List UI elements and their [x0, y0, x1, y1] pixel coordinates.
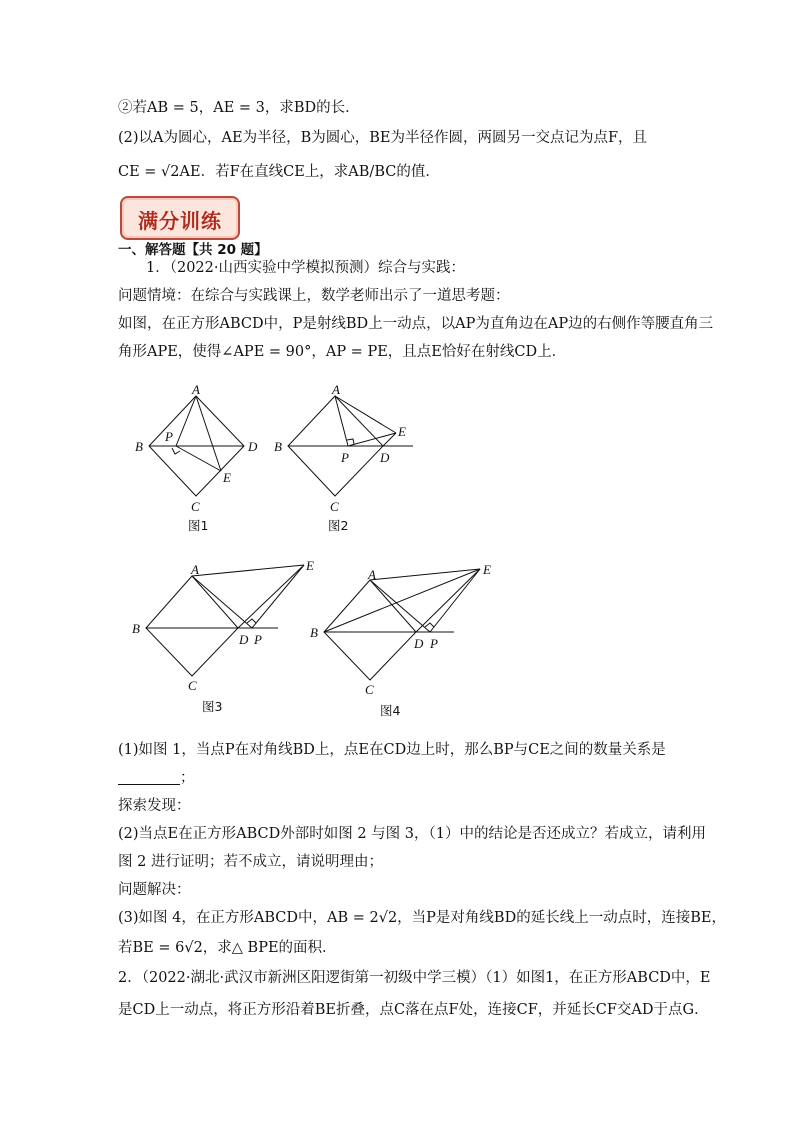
label-e: E — [483, 562, 491, 577]
figure-2-caption: 图2 — [328, 518, 349, 533]
label-c: C — [365, 682, 374, 697]
segment-ae — [370, 569, 480, 580]
problem-statement-line-2: 角形APE，使得∠APE = 90°，AP = PE，且点E恰好在射线CD上． — [118, 344, 567, 360]
answer-blank[interactable] — [118, 770, 180, 785]
figures-3-4 — [118, 556, 508, 722]
segment-ap — [370, 580, 430, 632]
figure-4 — [310, 562, 491, 718]
label-b: B — [132, 621, 140, 636]
figure-4-caption: 图4 — [380, 703, 401, 718]
label-b: B — [310, 625, 318, 640]
label-p: P — [165, 429, 173, 444]
part-1-end: ； — [180, 770, 195, 786]
label-p: P — [430, 636, 438, 651]
label-c: C — [188, 678, 197, 693]
question-1-heading: 1．（2022·山西实验中学模拟预测）综合与实践： — [146, 260, 465, 276]
part-3-line-1: (3)如图 4，在正方形ABCD中，AB = 2√2，当P是对角线BD的延长线上一动点时，连接BE， — [118, 910, 726, 926]
segment-de — [416, 569, 480, 632]
badge-label: 满分训练 — [138, 209, 222, 233]
part-2-line-1: (2)当点E在正方形ABCD外部时如图 2 与图 3，（1）中的结论是否还成立？若成立，请利用 — [118, 826, 706, 842]
segment-ae — [192, 565, 304, 576]
problem-context-label: 问题情境：在综合与实践课上，数学老师出示了一道思考题： — [118, 288, 510, 304]
right-angle-mark — [172, 448, 180, 454]
segment-ap — [192, 576, 252, 628]
label-a: A — [191, 562, 199, 577]
square-abcd — [146, 576, 238, 676]
full-score-training-badge — [120, 196, 240, 240]
figure-1 — [135, 382, 258, 533]
segment-de — [238, 565, 304, 628]
label-e: E — [223, 470, 231, 485]
part-1-answer-line — [118, 768, 195, 788]
question-2-line-2: 是CD上一动点，将正方形沿着BE折叠，点C落在点F处，连接CF，并延长CF交AD于点G． — [118, 1002, 709, 1018]
right-angle-mark — [425, 623, 434, 627]
explore-label: 探索发现： — [118, 798, 191, 814]
label-e: E — [398, 424, 406, 439]
subquestion-2-line-1: (2)以A为圆心，AE为半径，B为圆心，BE为半径作圆，两圆另一交点记为点F，且 — [118, 130, 648, 146]
subquestion-1-2: ②若AB = 5，AE = 3，求BD的长． — [118, 100, 360, 116]
label-b: B — [274, 439, 282, 454]
segment-be — [324, 569, 480, 632]
segment-pe — [430, 569, 480, 632]
figure-2 — [274, 382, 413, 533]
part-1-question: (1)如图 1，当点P在对角线BD上，点E在CD边上时，那么BP与CE之间的数量关系是 — [118, 742, 666, 758]
solve-label: 问题解决： — [118, 882, 191, 898]
label-e: E — [306, 558, 314, 573]
label-c: C — [330, 499, 339, 514]
figure-3 — [132, 558, 314, 714]
figure-1-caption: 图1 — [188, 518, 209, 533]
problem-statement-line-1: 如图，在正方形ABCD中，P是射线BD上一动点，以AP为直角边在AP边的右侧作等腰直角三 — [118, 316, 714, 332]
label-b: B — [135, 439, 143, 454]
label-a: A — [332, 382, 340, 397]
subquestion-2-line-2: CE = √2AE．若F在直线CE上，求AB/BC的值． — [118, 164, 440, 180]
figure-3-caption: 图3 — [202, 699, 223, 714]
part-2-line-2: 图 2 进行证明；若不成立，请说明理由； — [118, 854, 383, 870]
label-d: D — [248, 439, 258, 454]
part-3-line-2: 若BE = 6√2，求△ BPE的面积． — [118, 940, 337, 956]
right-angle-mark — [347, 439, 354, 444]
label-a: A — [368, 567, 376, 582]
label-a: A — [192, 382, 200, 397]
segment-ap — [176, 396, 196, 446]
figures-1-2 — [118, 378, 438, 538]
label-d: D — [414, 636, 424, 651]
right-angle-mark — [247, 619, 256, 623]
label-d: D — [380, 450, 390, 465]
label-d: D — [239, 632, 249, 647]
square-abcd — [324, 580, 416, 680]
segment-ap — [335, 396, 348, 446]
label-p: P — [341, 450, 349, 465]
label-p: P — [254, 632, 262, 647]
section-heading: 一、解答题【共 20 题】 — [118, 242, 268, 258]
segment-pe — [252, 565, 304, 628]
label-c: C — [191, 499, 200, 514]
question-2-line-1: 2．（2022·湖北·武汉市新洲区阳逻街第一初级中学三模）（1）如图1，在正方形ABCD中，E — [118, 970, 711, 986]
